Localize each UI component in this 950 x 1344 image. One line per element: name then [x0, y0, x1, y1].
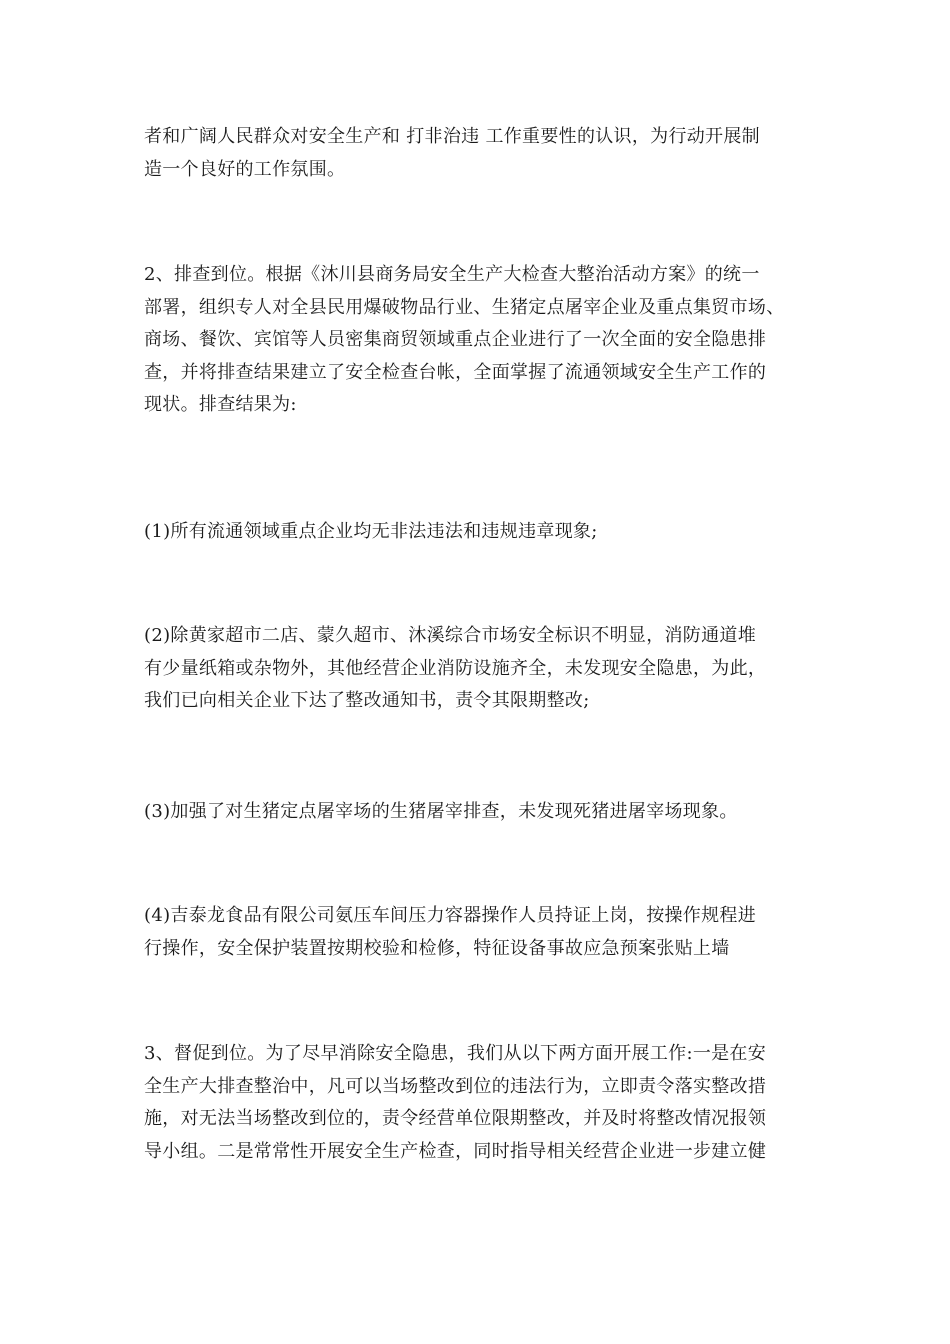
paragraph-section-2	[144, 259, 814, 422]
text-line: 全生产大排查整治中，凡可以当场整改到位的违法行为，立即责令落实整改措	[144, 1075, 767, 1097]
text-line: 3、督促到位。为了尽早消除安全隐患，我们从以下两方面开展工作:一是在安	[144, 1043, 767, 1064]
paragraph-section-3	[144, 1038, 814, 1168]
text-line: 我们已向相关企业下达了整改通知书，责令其限期整改;	[144, 690, 590, 711]
text-line: 有少量纸箱或杂物外，其他经营企业消防设施齐全，未发现安全隐患，为此，	[144, 657, 767, 679]
text-line: 施，对无法当场整改到位的，责令经营单位限期整改，并及时将整改情况报领	[144, 1108, 767, 1129]
text-line: 查，并将排查结果建立了安全检查台帐，全面掌握了流通领域安全生产工作的	[144, 361, 767, 383]
text-line: 造一个良好的工作氛围。	[144, 158, 346, 180]
text-line: 导小组。二是常常性开展安全生产检查，同时指导相关经营企业进一步建立健	[144, 1140, 767, 1162]
text-line: 者和广阔人民群众对安全生产和 打非治违 工作重要性的认识，为行动开展制	[144, 126, 760, 147]
text-line: 现状。排查结果为:	[144, 394, 297, 415]
paragraph-item-4	[144, 900, 814, 965]
text-line: 部署，组织专人对全县民用爆破物品行业、生猪定点屠宰企业及重点集贸市场、	[144, 296, 785, 318]
text-line: (2)除黄家超市二店、蒙久超市、沐溪综合市场安全标识不明显，消防通道堆	[144, 625, 756, 646]
paragraph-item-3	[144, 796, 814, 829]
text-line: (1)所有流通领域重点企业均无非法违法和违规违章现象;	[144, 521, 598, 542]
paragraph-intro-continuation	[144, 121, 814, 186]
paragraph-item-2	[144, 620, 814, 718]
text-line: 行操作，安全保护装置按期校验和检修，特征设备事故应急预案张贴上墙	[144, 937, 730, 959]
text-line: (4)吉泰龙食品有限公司氨压车间压力容器操作人员持证上岗，按操作规程进	[144, 905, 756, 926]
text-line: 2、排查到位。根据《沐川县商务局安全生产大检查大整治活动方案》的统一	[144, 264, 760, 285]
text-line: (3)加强了对生猪定点屠宰场的生猪屠宰排查，未发现死猪进屠宰场现象。	[144, 801, 738, 822]
text-line: 商场、餐饮、宾馆等人员密集商贸领域重点企业进行了一次全面的安全隐患排	[144, 329, 767, 350]
paragraph-item-1	[144, 516, 814, 549]
